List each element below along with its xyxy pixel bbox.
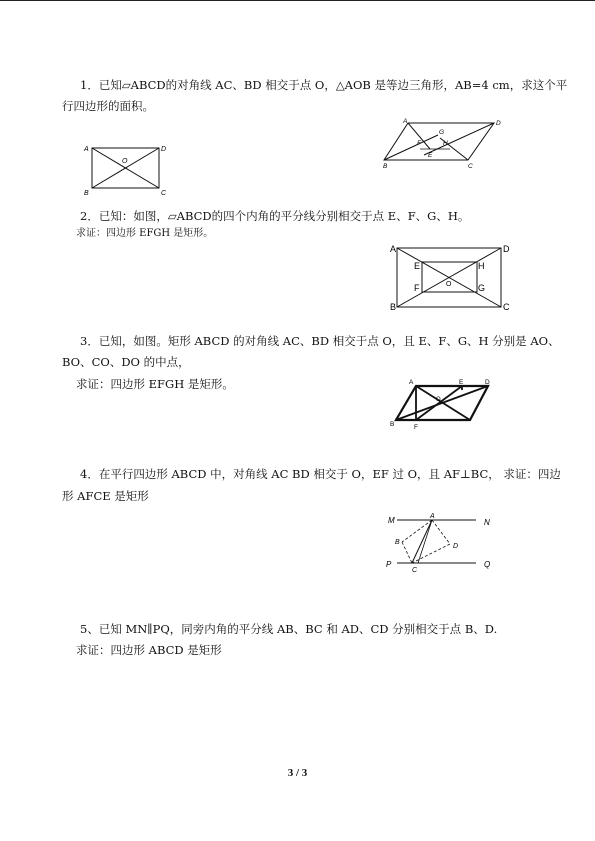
fig-label: G xyxy=(478,283,486,293)
fig-label: H xyxy=(478,261,485,271)
fig-label: A xyxy=(409,379,414,386)
fig-label: P xyxy=(386,560,392,569)
problem-3-figure xyxy=(388,374,498,434)
top-border xyxy=(0,0,595,1)
fig-label: F xyxy=(417,140,421,147)
fig-label: B xyxy=(383,163,388,170)
fig-label: G xyxy=(439,129,445,136)
fig-label: B xyxy=(390,302,397,312)
fig-label: M xyxy=(388,516,395,525)
problem-5-line-1: 5、已知 MN∥PQ，同旁内角的平分线 AB、BC 和 AD、CD 分别相交于点 B、D. xyxy=(80,622,498,636)
fig-label: F xyxy=(414,424,418,431)
fig-label: D xyxy=(453,543,459,550)
fig-label: N xyxy=(484,518,490,527)
problem-1-figure-parallelogram xyxy=(382,115,512,175)
problem-3-line-1: 3．已知，如图。矩形 ABCD 的对角线 AC、BD 相交于点 O，且 E、F、G、H 分别是 AO、 xyxy=(80,334,560,348)
problem-2-figure xyxy=(388,240,518,312)
problem-1-line-1: 1．已知▱ABCD的对角线 AC、BD 相交于点 O，△AOB 是等边三角形，AB=4 cm，求这个平 xyxy=(80,78,568,92)
fig-label: O xyxy=(446,281,452,288)
problem-2-line-1: 2．已知：如图，▱ABCD的四个内角的平分线分别相交于点 E、F、G、H。 xyxy=(80,209,470,223)
problem-4-line-2: 形 AFCE 是矩形 xyxy=(62,489,149,503)
fig-label: C xyxy=(412,567,418,574)
fig-label: C xyxy=(161,190,167,197)
fig-label: O xyxy=(122,158,128,165)
problem-2-line-2: 求证：四边形 EFGH 是矩形。 xyxy=(76,228,214,239)
fig-label: H xyxy=(443,140,448,147)
fig-label: A xyxy=(84,146,89,153)
fig-label: B xyxy=(395,539,400,546)
problem-5-line-2: 求证：四边形 ABCD 是矩形 xyxy=(76,643,222,657)
fig-label: B xyxy=(84,190,89,197)
fig-label: A xyxy=(430,513,435,520)
page-number: 3 / 3 xyxy=(287,767,308,779)
fig-label: D xyxy=(503,244,510,254)
fig-label: F xyxy=(414,283,420,293)
fig-label: E xyxy=(459,379,464,386)
fig-label: D xyxy=(485,379,490,386)
fig-label: A xyxy=(390,244,397,254)
fig-label: D xyxy=(496,120,501,127)
fig-label: O xyxy=(436,397,441,403)
fig-label: C xyxy=(468,163,473,170)
fig-label: C xyxy=(503,302,510,312)
problem-1-figure-rectangle xyxy=(80,140,180,200)
fig-label: Q xyxy=(484,560,491,569)
fig-label: B xyxy=(390,421,395,428)
fig-label: D xyxy=(161,146,167,153)
problem-4-line-1: 4．在平行四边形 ABCD 中，对角线 AC BD 相交于 O，EF 过 O，且 AF⊥BC， 求证：四边 xyxy=(80,467,561,481)
problem-1-line-2: 行四边形的面积。 xyxy=(62,99,154,113)
fig-label: E xyxy=(428,152,433,159)
problem-3-line-3: 求证：四边形 EFGH 是矩形。 xyxy=(76,377,234,391)
problem-4-figure xyxy=(384,506,504,578)
fig-label: A xyxy=(403,118,408,125)
fig-label: E xyxy=(414,261,421,271)
problem-3-line-2: BO、CO、DO 的中点， xyxy=(62,355,190,369)
